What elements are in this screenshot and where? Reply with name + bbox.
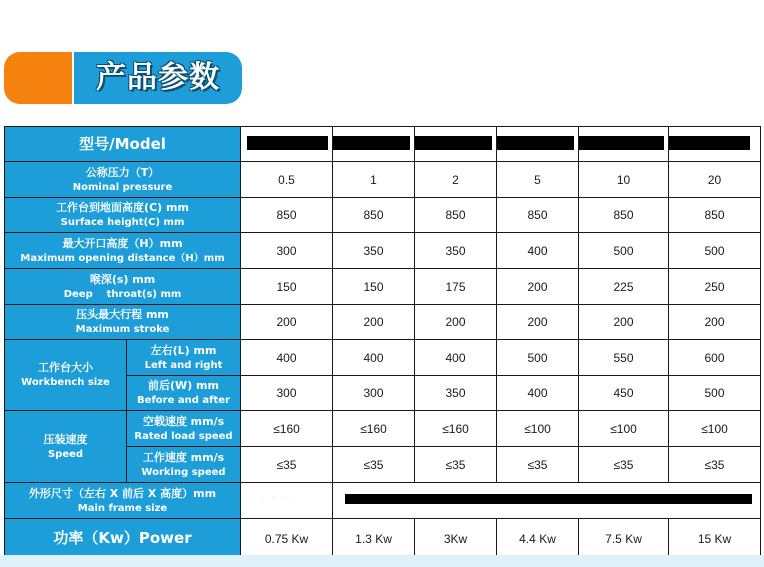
cell-value: 200 <box>241 305 333 340</box>
faint-dots: · · · · · <box>251 495 298 502</box>
page-title: 产品参数 <box>96 60 220 95</box>
bottom-strip <box>0 555 764 567</box>
cell-value: ≤35 <box>333 447 415 483</box>
cell-value: 20 <box>669 162 761 198</box>
row-model <box>5 127 761 162</box>
cell-value: 350 <box>415 233 497 269</box>
redacted-bar <box>415 136 492 150</box>
cell-value: 850 <box>579 198 669 233</box>
cell-value: 15 Kw <box>669 519 761 559</box>
cell-value: 200 <box>579 305 669 340</box>
model-value-4 <box>497 127 579 162</box>
cell-value: ≤100 <box>497 411 579 447</box>
cell-value: 350 <box>415 376 497 411</box>
cell-value: 850 <box>415 198 497 233</box>
spec-table <box>4 126 761 559</box>
label-en: Speed <box>47 448 84 460</box>
redacted-bar <box>247 136 328 150</box>
cell-value: 200 <box>415 305 497 340</box>
label-zh: 工作台到地面高度(C) mm <box>56 201 189 214</box>
label-zh: 工作台大小 <box>38 361 93 374</box>
cell-value: 200 <box>497 305 579 340</box>
redacted-bar <box>345 494 752 504</box>
row-frame-size <box>5 483 761 519</box>
frame-value-1 <box>241 483 333 519</box>
label-en: Nominal pressure <box>72 181 173 193</box>
cell-value: 500 <box>579 233 669 269</box>
cell-value: 200 <box>669 305 761 340</box>
row-power <box>5 519 761 559</box>
cell-value: 0.75 Kw <box>241 519 333 559</box>
label-en: Workbench size <box>21 377 110 388</box>
model-value-3 <box>415 127 497 162</box>
label-zh: 前后(W) mm <box>148 379 219 392</box>
label-zh: 公称压力（T） <box>85 165 160 179</box>
cell-value: 500 <box>497 340 579 376</box>
label-zh: 压头最大行程 mm <box>76 308 169 321</box>
label-en: Surface height(C) mm <box>60 217 185 228</box>
cell-value: 2 <box>415 162 497 198</box>
frame-value-merged <box>333 483 761 519</box>
cell-value: 850 <box>497 198 579 233</box>
row-surface-height <box>5 198 761 233</box>
label-zh: 工作速度 mm/s <box>142 450 225 464</box>
row-label <box>5 483 241 519</box>
row-label <box>5 269 241 305</box>
label-en: Left and right <box>144 359 223 371</box>
label-zh: 最大开口高度（H）mm <box>62 236 183 250</box>
cell-value: 4.4 Kw <box>497 519 579 559</box>
row-label <box>5 305 241 340</box>
sub-label <box>127 376 241 411</box>
cell-value: 400 <box>497 376 579 411</box>
row-deep-throat <box>5 269 761 305</box>
cell-value: 450 <box>579 376 669 411</box>
cell-value: ≤160 <box>333 411 415 447</box>
label-zh: 外形尺寸（左右 X 前后 X 高度）mm <box>28 486 217 500</box>
page-header <box>0 0 764 120</box>
cell-value: 5 <box>497 162 579 198</box>
cell-value: 150 <box>333 269 415 305</box>
sub-label <box>127 340 241 376</box>
cell-value: 3Kw <box>415 519 497 559</box>
cell-value: 7.5 Kw <box>579 519 669 559</box>
sub-label <box>127 411 241 447</box>
redacted-bar <box>333 136 410 150</box>
model-label: 型号/Model <box>5 127 241 162</box>
cell-value: 200 <box>333 305 415 340</box>
model-value-5 <box>579 127 669 162</box>
cell-value: ≤35 <box>579 447 669 483</box>
cell-value: 500 <box>669 376 761 411</box>
redacted-bar <box>497 136 574 150</box>
cell-value: 850 <box>333 198 415 233</box>
cell-value: 10 <box>579 162 669 198</box>
model-value-6 <box>669 127 761 162</box>
speed-label <box>5 411 127 483</box>
power-label: 功率（Kw）Power <box>5 519 241 559</box>
cell-value: 400 <box>415 340 497 376</box>
cell-value: 0.5 <box>241 162 333 198</box>
cell-value: 175 <box>415 269 497 305</box>
cell-value: 850 <box>669 198 761 233</box>
label-en: Maximum opening distance（H）mm <box>20 252 225 264</box>
label-en: Maximum stroke <box>75 324 170 335</box>
cell-value: 225 <box>579 269 669 305</box>
row-label <box>5 162 241 198</box>
cell-value: ≤35 <box>497 447 579 483</box>
cell-value: ≤35 <box>415 447 497 483</box>
cell-value: 200 <box>497 269 579 305</box>
label-en: Before and after <box>137 395 230 406</box>
model-value-2 <box>333 127 415 162</box>
label-en: Main frame size <box>77 502 168 514</box>
cell-value: ≤160 <box>241 411 333 447</box>
cell-value: 400 <box>241 340 333 376</box>
cell-value: 300 <box>241 376 333 411</box>
label-en: Deep throat(s) mm <box>63 288 182 300</box>
cell-value: ≤35 <box>241 447 333 483</box>
cell-value: 1.3 Kw <box>333 519 415 559</box>
label-zh: 左右(L) mm <box>150 343 217 357</box>
cell-value: 550 <box>579 340 669 376</box>
label-en: Working speed <box>141 466 226 478</box>
cell-value: 300 <box>333 376 415 411</box>
cell-value: ≤160 <box>415 411 497 447</box>
cell-value: 350 <box>333 233 415 269</box>
label-zh: 空载速度 mm/s <box>142 414 225 428</box>
row-label <box>5 198 241 233</box>
row-max-stroke <box>5 305 761 340</box>
cell-value: 500 <box>669 233 761 269</box>
label-en: Rated load speed <box>134 430 233 442</box>
cell-value: 850 <box>241 198 333 233</box>
cell-value: ≤100 <box>669 411 761 447</box>
cell-value: 400 <box>333 340 415 376</box>
label-zh: 压装速度 <box>43 432 88 446</box>
row-label <box>5 233 241 269</box>
row-workbench-lr <box>5 340 761 376</box>
cell-value: 150 <box>241 269 333 305</box>
cell-value: 400 <box>497 233 579 269</box>
cell-value: 250 <box>669 269 761 305</box>
cell-value: 300 <box>241 233 333 269</box>
cell-value: 1 <box>333 162 415 198</box>
header-title-block <box>74 52 242 104</box>
header-orange-accent <box>4 52 72 104</box>
row-max-opening <box>5 233 761 269</box>
workbench-label <box>5 340 127 411</box>
model-value-1 <box>241 127 333 162</box>
row-nominal-pressure <box>5 162 761 198</box>
label-zh: 喉深(s) mm <box>89 272 156 286</box>
redacted-bar <box>669 136 750 150</box>
cell-value: ≤100 <box>579 411 669 447</box>
cell-value: 600 <box>669 340 761 376</box>
redacted-bar <box>579 136 664 150</box>
sub-label <box>127 447 241 483</box>
cell-value: ≤35 <box>669 447 761 483</box>
row-speed-rated <box>5 411 761 447</box>
